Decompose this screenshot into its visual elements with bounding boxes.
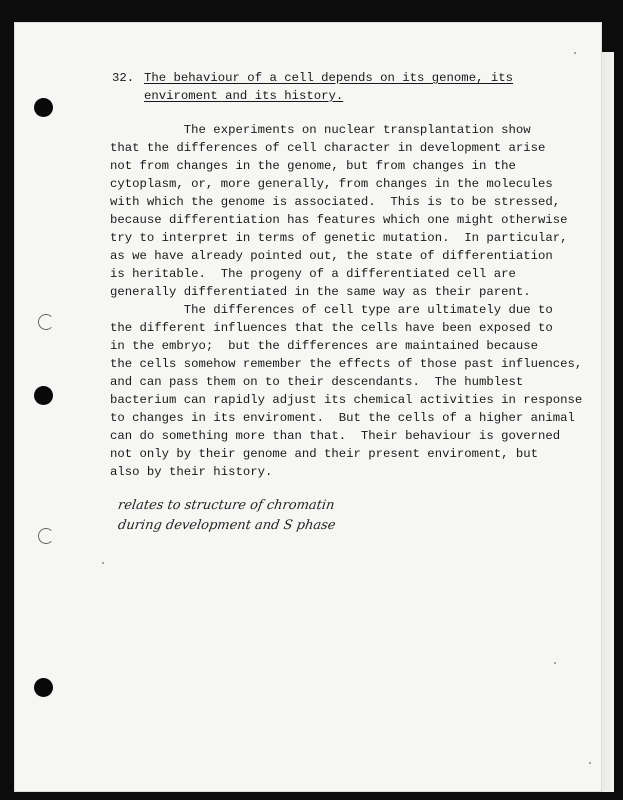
body-line: can do something more than that. Their behaviour is governed: [110, 429, 561, 443]
body-line: The differences of cell type are ultimately due to: [110, 303, 553, 317]
body-line: not only by their genome and their present enviroment, but: [110, 447, 539, 461]
heading-line-2: enviroment and its history.: [144, 89, 344, 103]
body-line: that the differences of cell character in development arise: [110, 141, 546, 155]
paragraph-number: 32.: [112, 71, 135, 85]
body-line: because differentiation has features which one might otherwise: [110, 213, 568, 227]
body-line: to changes in its enviroment. But the cells of a higher animal: [110, 411, 575, 425]
punch-hole-bottom: [34, 678, 53, 697]
body-line: with which the genome is associated. This is to be stressed,: [110, 195, 561, 209]
body-line: try to interpret in terms of genetic mutation. In particular,: [110, 231, 568, 245]
punch-hole-middle: [34, 386, 53, 405]
scan-speck: [574, 52, 576, 54]
paper-sheet: [14, 22, 602, 792]
scan-speck: [589, 762, 591, 764]
body-line: also by their history.: [110, 465, 273, 479]
body-line: bacterium can rapidly adjust its chemical activities in response: [110, 393, 583, 407]
punch-hole-partial: [38, 314, 54, 330]
handwritten-note-line-1: relates to structure of chromatin: [116, 498, 336, 513]
scan-speck: [554, 662, 556, 664]
body-line: and can pass them on to their descendants. The humblest: [110, 375, 524, 389]
punch-hole-top: [34, 98, 53, 117]
body-line: the different influences that the cells have been exposed to: [110, 321, 553, 335]
paper-edge: [602, 52, 614, 792]
body-line: not from changes in the genome, but from changes in the: [110, 159, 516, 173]
body-line: in the embryo; but the differences are maintained because: [110, 339, 539, 353]
body-line: generally differentiated in the same way as their parent.: [110, 285, 531, 299]
heading-line-1: The behaviour of a cell depends on its genome, its: [144, 71, 513, 85]
scan-speck: [102, 562, 104, 564]
body-line: cytoplasm, or, more generally, from changes in the molecules: [110, 177, 553, 191]
body-line: is heritable. The progeny of a differentiated cell are: [110, 267, 516, 281]
handwritten-note-line-2: during development and S phase: [116, 518, 337, 533]
body-line: as we have already pointed out, the state of differentiation: [110, 249, 553, 263]
body-line: the cells somehow remember the effects of those past influences,: [110, 357, 583, 371]
punch-hole-partial: [38, 528, 54, 544]
body-line: The experiments on nuclear transplantation show: [110, 123, 531, 137]
